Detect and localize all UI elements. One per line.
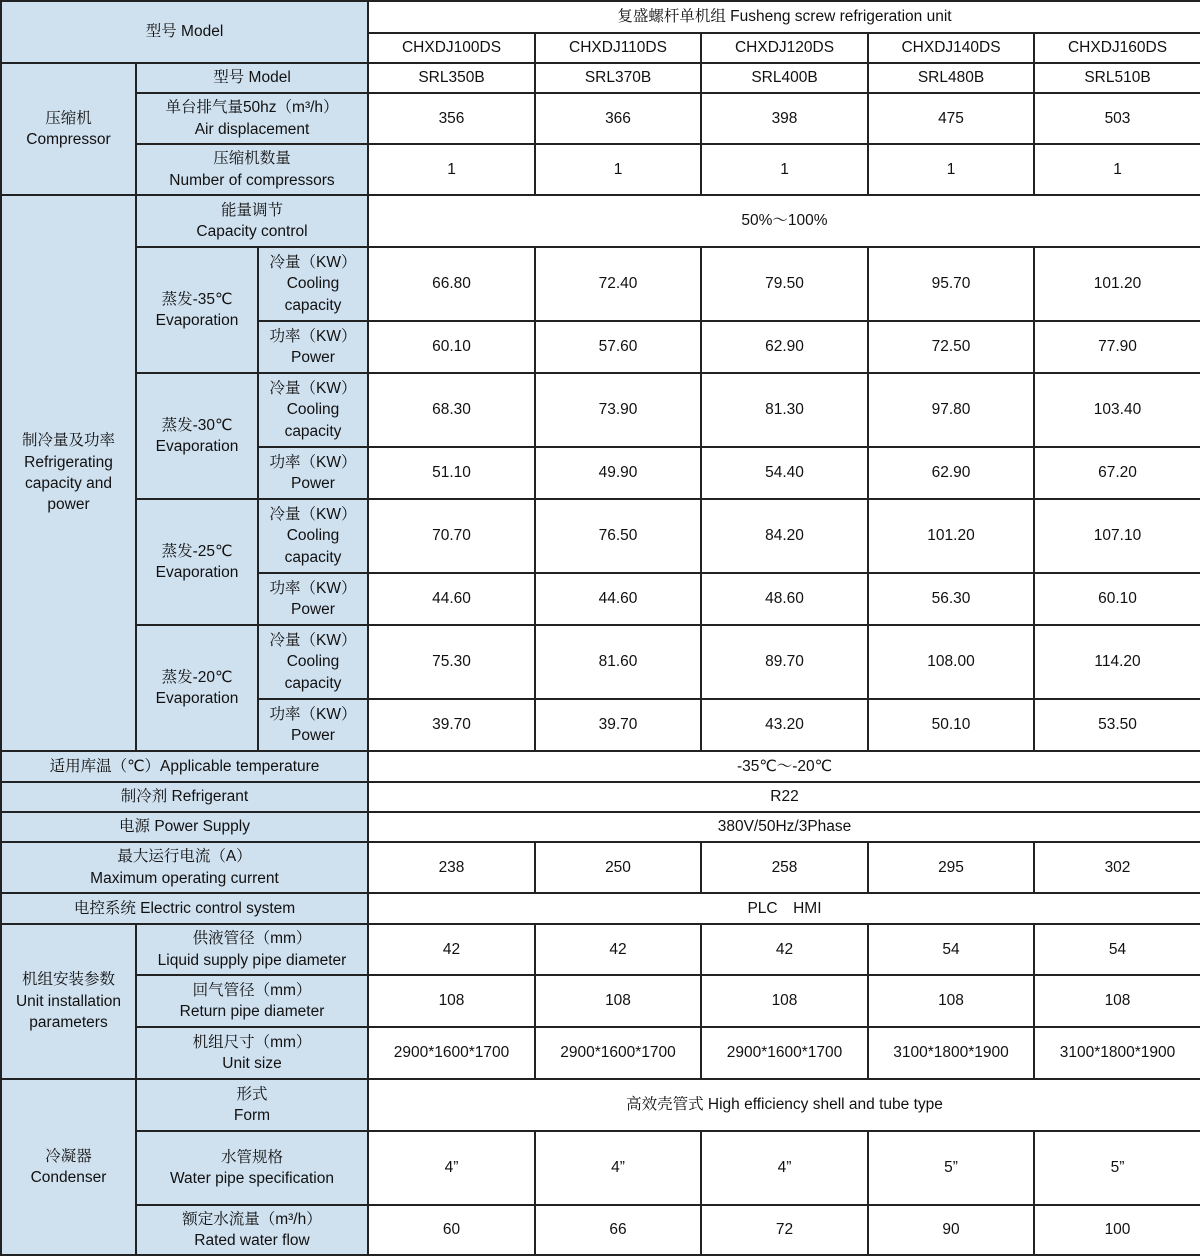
value-cell: 81.30: [701, 373, 868, 447]
value-cell: SRL370B: [535, 63, 701, 93]
return-pipe-label: 回气管径（mm） Return pipe diameter: [136, 975, 368, 1027]
unit-size-label: 机组尺寸（mm） Unit size: [136, 1027, 368, 1079]
power-supply-label: 电源 Power Supply: [1, 812, 368, 842]
value-cell: 366: [535, 93, 701, 144]
evaporation-label-minus25: 蒸发-25℃ Evaporation: [136, 499, 258, 625]
value-cell: 295: [868, 842, 1034, 893]
water-flow-row: [1, 1205, 1200, 1255]
value-cell: 250: [535, 842, 701, 893]
model-cell: CHXDJ160DS: [1034, 33, 1200, 63]
control-system-row: [1, 893, 1200, 924]
value-cell: 5”: [868, 1131, 1034, 1205]
condenser-form-row: [1, 1079, 1200, 1131]
return-pipe-row: [1, 975, 1200, 1027]
cooling-capacity-label: 冷量（KW） Cooling capacity: [258, 373, 368, 447]
refrigerant-value: R22: [368, 782, 1200, 812]
value-cell: 44.60: [368, 573, 535, 625]
value-cell: 108: [701, 975, 868, 1027]
power-label: 功率（KW） Power: [258, 699, 368, 751]
value-cell: 100: [1034, 1205, 1200, 1255]
refrigerant-row: [1, 782, 1200, 812]
value-cell: 60: [368, 1205, 535, 1255]
value-cell: 68.30: [368, 373, 535, 447]
value-cell: 108.00: [868, 625, 1034, 699]
power-label: 功率（KW） Power: [258, 573, 368, 625]
value-cell: 51.10: [368, 447, 535, 499]
value-cell: 107.10: [1034, 499, 1200, 573]
cooling-row-minus20: [1, 625, 1200, 699]
liquid-pipe-label: 供液管径（mm） Liquid supply pipe diameter: [136, 924, 368, 975]
water-pipe-label: 水管规格 Water pipe specification: [136, 1131, 368, 1205]
value-cell: 73.90: [535, 373, 701, 447]
compressor-count-row: [1, 144, 1200, 195]
value-cell: SRL350B: [368, 63, 535, 93]
value-cell: 108: [868, 975, 1034, 1027]
value-cell: 4”: [701, 1131, 868, 1205]
value-cell: 108: [1034, 975, 1200, 1027]
max-current-label: 最大运行电流（A） Maximum operating current: [1, 842, 368, 893]
value-cell: 81.60: [535, 625, 701, 699]
value-cell: 54: [1034, 924, 1200, 975]
water-pipe-row: [1, 1131, 1200, 1205]
value-cell: 108: [368, 975, 535, 1027]
value-cell: 43.20: [701, 699, 868, 751]
value-cell: 101.20: [868, 499, 1034, 573]
value-cell: 66: [535, 1205, 701, 1255]
cooling-capacity-label: 冷量（KW） Cooling capacity: [258, 499, 368, 573]
value-cell: 2900*1600*1700: [368, 1027, 535, 1079]
value-cell: 60.10: [368, 321, 535, 373]
value-cell: 95.70: [868, 247, 1034, 321]
value-cell: 4”: [368, 1131, 535, 1205]
displacement-label: 单台排气量50hz（m³/h） Air displacement: [136, 93, 368, 144]
value-cell: 62.90: [868, 447, 1034, 499]
condenser-form-label: 形式 Form: [136, 1079, 368, 1131]
value-cell: 72.50: [868, 321, 1034, 373]
value-cell: 50.10: [868, 699, 1034, 751]
value-cell: 89.70: [701, 625, 868, 699]
compressor-model-row: [1, 63, 1200, 93]
value-cell: 76.50: [535, 499, 701, 573]
value-cell: 2900*1600*1700: [701, 1027, 868, 1079]
value-cell: 70.70: [368, 499, 535, 573]
control-system-label: 电控系统 Electric control system: [1, 893, 368, 924]
compressor-group-label: 压缩机 Compressor: [1, 63, 136, 195]
value-cell: 238: [368, 842, 535, 893]
value-cell: 54: [868, 924, 1034, 975]
value-cell: 49.90: [535, 447, 701, 499]
max-current-row: [1, 842, 1200, 893]
value-cell: SRL400B: [701, 63, 868, 93]
value-cell: 56.30: [868, 573, 1034, 625]
installation-group-label: 机组安装参数 Unit installation parameters: [1, 924, 136, 1079]
value-cell: 48.60: [701, 573, 868, 625]
evaporation-label-minus35: 蒸发-35℃ Evaporation: [136, 247, 258, 373]
cooling-row-minus35: [1, 247, 1200, 321]
applicable-temperature-value: -35℃～-20℃: [368, 751, 1200, 782]
cooling-row-minus25: [1, 499, 1200, 573]
value-cell: 258: [701, 842, 868, 893]
value-cell: 5”: [1034, 1131, 1200, 1205]
power-label: 功率（KW） Power: [258, 447, 368, 499]
value-cell: 62.90: [701, 321, 868, 373]
model-header: 型号 Model: [1, 1, 368, 63]
power-supply-value: 380V/50Hz/3Phase: [368, 812, 1200, 842]
value-cell: 1: [368, 144, 535, 195]
header-row: [1, 1, 1200, 33]
value-cell: 4”: [535, 1131, 701, 1205]
cooling-capacity-label: 冷量（KW） Cooling capacity: [258, 625, 368, 699]
value-cell: 39.70: [535, 699, 701, 751]
condenser-group-label: 冷凝器 Condenser: [1, 1079, 136, 1255]
unit-size-row: [1, 1027, 1200, 1079]
evaporation-label-minus30: 蒸发-30℃ Evaporation: [136, 373, 258, 499]
refrigerant-label: 制冷剂 Refrigerant: [1, 782, 368, 812]
value-cell: 356: [368, 93, 535, 144]
model-cell: CHXDJ140DS: [868, 33, 1034, 63]
value-cell: 54.40: [701, 447, 868, 499]
value-cell: 3100*1800*1900: [1034, 1027, 1200, 1079]
value-cell: 42: [701, 924, 868, 975]
value-cell: 1: [701, 144, 868, 195]
value-cell: 114.20: [1034, 625, 1200, 699]
value-cell: 503: [1034, 93, 1200, 144]
capacity-control-value: 50%～100%: [368, 195, 1200, 247]
model-cell: CHXDJ120DS: [701, 33, 868, 63]
compressor-count-label: 压缩机数量 Number of compressors: [136, 144, 368, 195]
value-cell: 42: [368, 924, 535, 975]
value-cell: 57.60: [535, 321, 701, 373]
value-cell: 108: [535, 975, 701, 1027]
value-cell: 79.50: [701, 247, 868, 321]
power-label: 功率（KW） Power: [258, 321, 368, 373]
value-cell: 75.30: [368, 625, 535, 699]
value-cell: 97.80: [868, 373, 1034, 447]
value-cell: 84.20: [701, 499, 868, 573]
value-cell: 302: [1034, 842, 1200, 893]
value-cell: 72.40: [535, 247, 701, 321]
applicable-temperature-row: [1, 751, 1200, 782]
unit-title: 复盛螺杆单机组 Fusheng screw refrigeration unit: [368, 1, 1200, 33]
value-cell: 72: [701, 1205, 868, 1255]
value-cell: 101.20: [1034, 247, 1200, 321]
value-cell: SRL510B: [1034, 63, 1200, 93]
refrigerating-group-label: 制冷量及功率 Refrigerating capacity and power: [1, 195, 136, 751]
value-cell: 3100*1800*1900: [868, 1027, 1034, 1079]
value-cell: SRL480B: [868, 63, 1034, 93]
value-cell: 90: [868, 1205, 1034, 1255]
displacement-row: [1, 93, 1200, 144]
value-cell: 103.40: [1034, 373, 1200, 447]
value-cell: 77.90: [1034, 321, 1200, 373]
value-cell: 67.20: [1034, 447, 1200, 499]
value-cell: 398: [701, 93, 868, 144]
power-supply-row: [1, 812, 1200, 842]
evaporation-label-minus20: 蒸发-20℃ Evaporation: [136, 625, 258, 751]
value-cell: 2900*1600*1700: [535, 1027, 701, 1079]
value-cell: 475: [868, 93, 1034, 144]
cooling-row-minus30: [1, 373, 1200, 447]
applicable-temperature-label: 适用库温（℃）Applicable temperature: [1, 751, 368, 782]
water-flow-label: 额定水流量（m³/h） Rated water flow: [136, 1205, 368, 1255]
cooling-capacity-label: 冷量（KW） Cooling capacity: [258, 247, 368, 321]
capacity-control-label: 能量调节 Capacity control: [136, 195, 368, 247]
liquid-pipe-row: [1, 924, 1200, 975]
compressor-model-label: 型号 Model: [136, 63, 368, 93]
value-cell: 42: [535, 924, 701, 975]
value-cell: 1: [868, 144, 1034, 195]
value-cell: 66.80: [368, 247, 535, 321]
control-system-value: PLC HMI: [368, 893, 1200, 924]
value-cell: 60.10: [1034, 573, 1200, 625]
value-cell: 39.70: [368, 699, 535, 751]
value-cell: 1: [535, 144, 701, 195]
condenser-form-value: 高效壳管式 High efficiency shell and tube type: [368, 1079, 1200, 1131]
model-cell: CHXDJ100DS: [368, 33, 535, 63]
value-cell: 53.50: [1034, 699, 1200, 751]
value-cell: 44.60: [535, 573, 701, 625]
model-cell: CHXDJ110DS: [535, 33, 701, 63]
capacity-control-row: [1, 195, 1200, 247]
value-cell: 1: [1034, 144, 1200, 195]
